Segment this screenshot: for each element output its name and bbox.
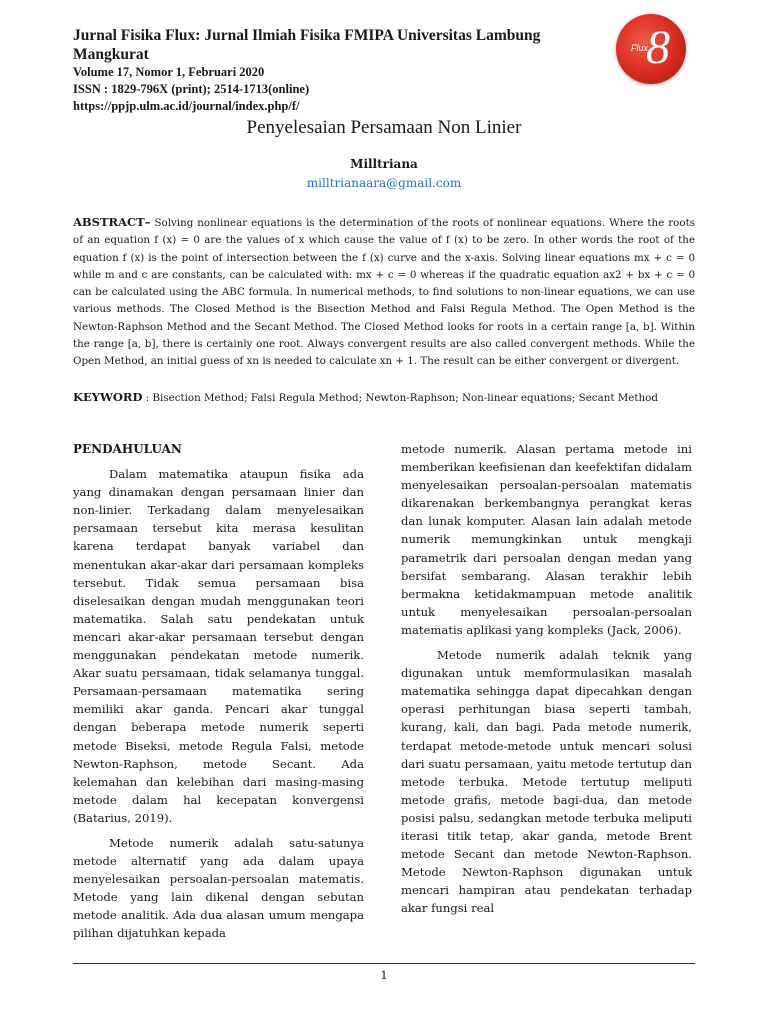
author-email[interactable]: milltrianaara@gmail.com: [306, 176, 462, 190]
keywords: [73, 389, 695, 407]
journal-issn: ISSN : 1829-796X (print); 2514-1713(online): [73, 82, 310, 96]
journal-logo: [616, 14, 686, 84]
abstract-text: Solving nonlinear equations is the determination of the roots of nonlinear equations. Where the roots of an equation f (x) = 0 are the values of x which cause the value of f (x) to be zero. In other words the root of the equation f (x) is the point of intersection between the f (x) curve and the x-axis. Solving linear equations mx + c = 0 while m and c are constants, can be calculated with: mx + c = 0 whereas if the quadratic equation ax2 + bx + c = 0 can be calculated using the ABC formula. In numerical methods, to find solutions to non-linear equations, we can use various methods. The Closed Method is the Bisection Method and Falsi Regula Method. The Open Method is the Newton-Raphson Method and the Secant Method. The Closed Method looks for roots in a certain range [a, b]. Within the range [a, b], there is certainly one root. Always convergent results are also called convergent methods. While the Open Method, an initial guess of xn is needed to calculate xn + 1. The result can be either convergent or divergent.: [73, 217, 695, 368]
paper-title: Penyelesaian Persamaan Non Linier: [246, 117, 522, 138]
journal-volume: Volume 17, Nomor 1, Februari 2020: [73, 65, 265, 79]
paragraph: Metode numerik adalah satu-satunya metode alternatif yang ada dalam upaya menyelesaikan persoalan-persoalan matematis. Metode yang lain dikenal dengan sebutan metode analitik. Ada dua alasan umum mengapa pilihan dijatuhkan kepada: [73, 835, 364, 941]
logo-flux-text: Flux: [631, 43, 649, 53]
abstract-label: ABSTRACT–: [73, 215, 151, 229]
logo-number: 8: [646, 21, 670, 74]
right-column: [401, 440, 692, 924]
journal-header: [73, 26, 613, 115]
page-number: 1: [380, 968, 388, 982]
left-column: [73, 440, 364, 950]
journal-url[interactable]: https://ppjp.ulm.ac.id/journal/index.php/f/: [73, 99, 300, 113]
journal-title: Jurnal Fisika Flux: Jurnal Ilmiah Fisika FMIPA Universitas Lambung Mangkurat: [73, 27, 541, 63]
keyword-text: : Bisection Method; Falsi Regula Method; Newton-Raphson; Non-linear equations; Secant Method: [142, 392, 658, 404]
paragraph: metode numerik. Alasan pertama metode ini memberikan keefisienan dan keefektifan didalam menyelesaikan persoalan-persoalan matematis dikarenakan berkembangnya perangkat keras dan lunak komputer. Alasan lain adalah metode numerik memungkinkan untuk mengkaji parametrik dari persoalan dengan medan yang bersifat sembarang. Alasan terakhir lebih bermakna ketidakmampuan metode analitik untuk menyelesaikan persoalan-persoalan matematis aplikasi yang kompleks (Jack, 2006).: [401, 442, 692, 637]
paragraph: Dalam matematika ataupun fisika ada yang dinamakan dengan persamaan linier dan non-linier. Terkadang dalam menyelesaikan persamaan tersebut kita merasa kesulitan karena terdapat banyak variabel dan menentukan akar-akar dari persamaan kompleks tersebut. Tidak semua persamaan bisa diselesaikan dengan mudah menggunakan teori matematika. Salah satu pendekatan untuk mencari akar-akar persamaan tersebut dengan menggunakan pendekatan metode numerik. Akar suatu persamaan, tidak selamanya tunggal. Persamaan-persamaan matematika sering memiliki akar ganda. Pencari akar tunggal dengan beberapa metode numerik seperti metode Biseksi, metode Regula Falsi, metode Newton-Raphson, metode Secant. Ada kelemahan dan kelebihan dari masing-masing metode dalam hal kecepatan konvergensi (Batarius, 2019).: [73, 467, 364, 825]
keyword-label: KEYWORD: [73, 390, 143, 404]
footer-divider: [73, 963, 695, 964]
section-heading: PENDAHULUAN: [73, 442, 182, 456]
author-name: Milltriana: [350, 157, 418, 171]
paragraph: Metode numerik adalah teknik yang digunakan untuk memformulasikan masalah matematika sehingga dapat dipecahkan dengan operasi perhitungan biasa seperti tambah, kurang, kali, dan bagi. Pada metode numerik, terdapat metode-metode untuk mencari solusi dari suatu persamaan, yaitu metode tertutup dan metode terbuka. Metode tertutup meliputi metode grafis, metode bagi-dua, dan metode posisi palsu, sedangkan metode terbuka meliputi iterasi titik tetap, akar ganda, metode Brent metode Secant dan metode Newton-Raphson. Metode Newton-Raphson digunakan untuk mencari hampiran atau pendekatan terhadap akar fungsi real: [401, 648, 692, 916]
abstract: [73, 214, 695, 371]
